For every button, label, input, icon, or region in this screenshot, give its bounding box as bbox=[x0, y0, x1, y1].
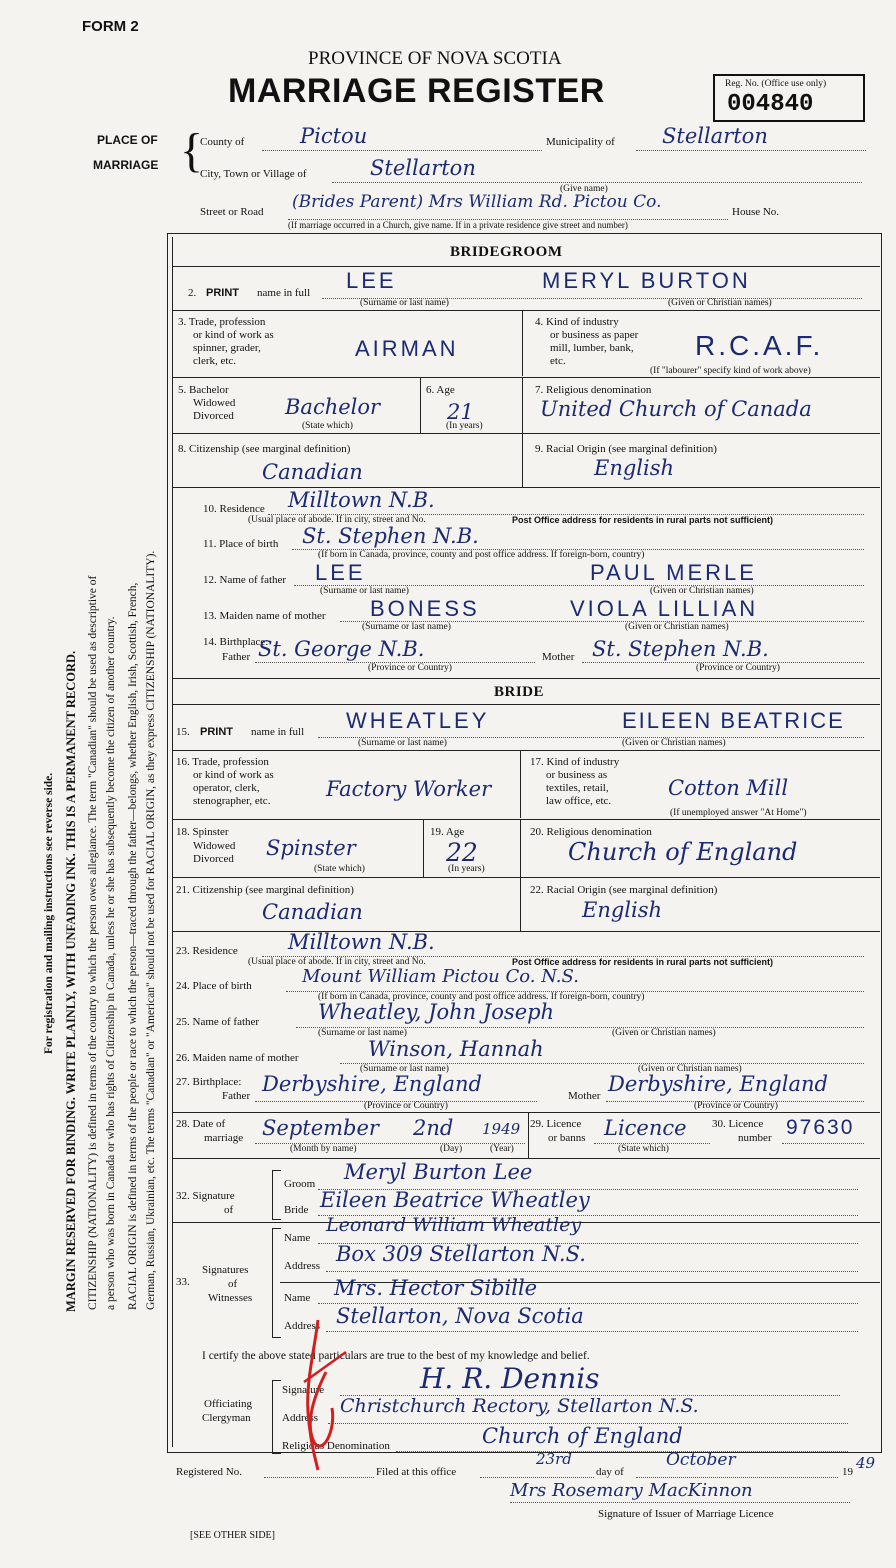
groom-trade: AIRMAN bbox=[355, 336, 459, 361]
issuer-label: Signature of Issuer of Marriage Licence bbox=[598, 1508, 774, 1520]
groom-l14b: Father bbox=[222, 651, 251, 663]
bride-l18-3: Divorced bbox=[193, 853, 234, 865]
l33b: of bbox=[228, 1278, 238, 1290]
bride-header: BRIDE bbox=[494, 684, 545, 700]
groom-l8: 8. Citizenship (see marginal definition) bbox=[178, 443, 351, 455]
place-label-1: PLACE OF bbox=[97, 133, 158, 147]
margin-line-5: RACIAL ORIGIN is defined in terms of the people or race to which the person—traced through the father—belongs, whether English, Irish, Scottish, French, bbox=[127, 582, 139, 1310]
filed-month: October bbox=[666, 1450, 736, 1470]
sig-bracket-clergy bbox=[272, 1380, 281, 1454]
bride-father-s-caption: (Surname or last name) bbox=[318, 1028, 407, 1038]
bride-mother-prov-caption: (Province or Country) bbox=[694, 1101, 778, 1111]
bride-father-birth: Derbyshire, England bbox=[262, 1072, 482, 1096]
groom-father-surname: LEE bbox=[315, 560, 366, 585]
groom-father-s-caption: (Surname or last name) bbox=[320, 586, 409, 596]
bride-l27a: 27. Birthplace: bbox=[176, 1076, 242, 1088]
house-no-label: House No. bbox=[732, 206, 780, 218]
l28b: marriage bbox=[204, 1132, 244, 1144]
groom-mother-surname: BONESS bbox=[370, 596, 480, 621]
groom-l7: 7. Religious denomination bbox=[535, 384, 652, 396]
labourer-caption: (If "labourer" specify kind of work above) bbox=[650, 366, 811, 376]
bride-res-note-b: Post Office address for residents in rural parts not sufficient) bbox=[512, 957, 774, 967]
groom-age: 21 bbox=[447, 400, 474, 424]
bride-age: 22 bbox=[446, 838, 478, 867]
marriage-month: September bbox=[262, 1116, 379, 1140]
groom-given: MERYL BURTON bbox=[542, 268, 751, 293]
groom-l2-num: 2. bbox=[188, 287, 197, 299]
bride-l16-1: 16. Trade, profession bbox=[176, 756, 269, 768]
groom-l5-1: 5. Bachelor bbox=[178, 384, 229, 396]
place-brace: { bbox=[180, 124, 204, 177]
bride-l16-3: operator, clerk, bbox=[193, 782, 260, 794]
groom-sig-label: Groom bbox=[284, 1178, 316, 1190]
groom-l4-2: or business as paper bbox=[550, 329, 639, 341]
bride-mother-s-caption: (Surname or last name) bbox=[360, 1064, 449, 1074]
groom-signature: Meryl Burton Lee bbox=[344, 1160, 533, 1184]
clergy-address: Christchurch Rectory, Stellarton N.S. bbox=[340, 1395, 699, 1417]
groom-l4-4: etc. bbox=[550, 355, 566, 367]
filed-year-prefix: 19 bbox=[842, 1466, 853, 1478]
street-value: (Brides Parent) Mrs William Rd. Pictou Co. bbox=[292, 192, 662, 212]
give-name-caption: (Give name) bbox=[560, 184, 608, 194]
bride-given: EILEEN BEATRICE bbox=[622, 708, 845, 733]
w2-addr-label: Address bbox=[284, 1320, 321, 1332]
groom-l5-3: Divorced bbox=[193, 410, 234, 422]
municipality-value: Stellarton bbox=[662, 124, 768, 148]
w2-name-label: Name bbox=[284, 1292, 311, 1304]
groom-l13: 13. Maiden name of mother bbox=[203, 610, 326, 622]
groom-father-given: PAUL MERLE bbox=[590, 560, 757, 585]
groom-status: Bachelor bbox=[285, 395, 381, 419]
w1-name-label: Name bbox=[284, 1232, 311, 1244]
clergy-sig-label: Signature bbox=[282, 1384, 325, 1396]
bride-res-note-a: (Usual place of abode. If in city, street and No. bbox=[248, 957, 426, 967]
groom-l2-label: name in full bbox=[257, 287, 311, 299]
bride-l16-4: stenographer, etc. bbox=[193, 795, 271, 807]
groom-age-caption: (In years) bbox=[446, 421, 483, 431]
bride-status: Spinster bbox=[266, 836, 356, 860]
margin-line-4: a person who was born in Canada or who has rights of Citizenship in Canada, unless he or she has subsequently become the citizen of another country. bbox=[105, 616, 117, 1310]
bride-birth-note: (If born in Canada, province, county and post office address. If foreign-born, country) bbox=[318, 992, 645, 1002]
street-note: (If marriage occurred in a Church, give name. If in a private residence give street and number) bbox=[288, 220, 628, 230]
filed-day: 23rd bbox=[536, 1450, 572, 1468]
margin-line-2: MARGIN RESERVED FOR BINDING. WRITE PLAINLY, WITH UNFADING INK. THIS IS A PERMANENT RECORD. bbox=[64, 650, 78, 1312]
groom-res-note-b: Post Office address for residents in rural parts not sufficient) bbox=[512, 515, 774, 525]
groom-l3-2: or kind of work as bbox=[193, 329, 274, 341]
groom-industry: R.C.A.F. bbox=[695, 330, 824, 361]
clergy-addr-label: Address bbox=[282, 1412, 319, 1424]
groom-l2-print: PRINT bbox=[206, 287, 239, 299]
w1-addr-label: Address bbox=[284, 1260, 321, 1272]
groom-l3-1: 3. Trade, profession bbox=[178, 316, 266, 328]
groom-l5-2: Widowed bbox=[193, 397, 236, 409]
sig-bracket-33 bbox=[272, 1228, 281, 1338]
w2-name: Mrs. Hector Sibille bbox=[334, 1276, 538, 1300]
bride-l15-label: name in full bbox=[251, 726, 305, 738]
filed-label: Filed at this office bbox=[376, 1466, 457, 1478]
groom-father-birth: St. George N.B. bbox=[258, 637, 425, 661]
groom-father-prov-caption: (Province or Country) bbox=[368, 663, 452, 673]
page-title: MARRIAGE REGISTER bbox=[228, 72, 605, 110]
bride-l25: 25. Name of father bbox=[176, 1016, 260, 1028]
sig-bracket-32 bbox=[272, 1170, 281, 1220]
bride-l16-2: or kind of work as bbox=[193, 769, 274, 781]
w1-name: Leonard William Wheatley bbox=[326, 1214, 582, 1236]
groom-mother-g-caption: (Given or Christian names) bbox=[625, 622, 729, 632]
street-label: Street or Road bbox=[200, 206, 264, 218]
margin-line-1: For registration and mailing instructions see reverse side. bbox=[43, 772, 55, 1054]
groom-birth-note: (If born in Canada, province, county and post office address. If foreign-born, country) bbox=[318, 550, 645, 560]
bride-birthplace: Mount William Pictou Co. N.S. bbox=[302, 966, 579, 987]
bride-racial: English bbox=[582, 898, 663, 922]
city-value: Stellarton bbox=[370, 156, 476, 180]
bride-l20: 20. Religious denomination bbox=[530, 826, 652, 838]
bride-sig-label: Bride bbox=[284, 1204, 309, 1216]
groom-racial: English bbox=[594, 456, 675, 480]
groom-mother-s-caption: (Surname or last name) bbox=[362, 622, 451, 632]
licence-number: 97630 bbox=[786, 1116, 855, 1139]
month-caption: (Month by name) bbox=[290, 1144, 357, 1154]
bride-industry: Cotton Mill bbox=[668, 776, 789, 800]
l29b: or banns bbox=[548, 1132, 586, 1144]
clergy-denomination: Church of England bbox=[482, 1424, 683, 1448]
l33-num: 33. bbox=[176, 1276, 190, 1288]
bride-l17-1: 17. Kind of industry bbox=[530, 756, 620, 768]
bride-l15-print: PRINT bbox=[200, 726, 233, 738]
groom-l6: 6. Age bbox=[426, 384, 455, 396]
marriage-day: 2nd bbox=[413, 1116, 454, 1140]
bride-residence: Milltown N.B. bbox=[288, 930, 435, 954]
margin-line-3: CITIZENSHIP (NATIONALITY) is defined in terms of the country to which the person owes allegiance. The term "Canadian" should be used as descriptive of bbox=[87, 575, 99, 1310]
groom-surname-caption: (Surname or last name) bbox=[360, 298, 449, 308]
bride-l17-3: textiles, retail, bbox=[546, 782, 609, 794]
bride-trade: Factory Worker bbox=[326, 777, 492, 801]
groom-birthplace: St. Stephen N.B. bbox=[302, 524, 479, 548]
issuer-signature: Mrs Rosemary MacKinnon bbox=[510, 1480, 753, 1501]
bride-age-caption: (In years) bbox=[448, 864, 485, 874]
form-number: FORM 2 bbox=[82, 18, 139, 35]
bride-mother: Winson, Hannah bbox=[368, 1037, 544, 1061]
day-of-label: day of bbox=[596, 1466, 624, 1478]
reg-no-box bbox=[713, 74, 865, 122]
year-caption: (Year) bbox=[490, 1144, 514, 1154]
bride-father: Wheatley, John Joseph bbox=[318, 1000, 555, 1024]
county-label: County of bbox=[200, 136, 245, 148]
margin-line-6: German, Russian, Ukrainian, etc. The terms "Canadian" or "American" should not be used for RACIAL ORIGIN, as they express CITIZENSHIP (NATIONALITY). bbox=[145, 550, 157, 1310]
groom-l3-4: clerk, etc. bbox=[193, 355, 237, 367]
bride-given-caption: (Given or Christian names) bbox=[622, 738, 726, 748]
filed-year: 49 bbox=[856, 1454, 876, 1472]
bride-l18-2: Widowed bbox=[193, 840, 236, 852]
groom-l3-3: spinner, grader, bbox=[193, 342, 261, 354]
groom-l9: 9. Racial Origin (see marginal definition) bbox=[535, 443, 717, 455]
reg-no-value: 004840 bbox=[727, 91, 814, 118]
bride-father-prov-caption: (Province or Country) bbox=[364, 1101, 448, 1111]
bride-surname: WHEATLEY bbox=[346, 708, 490, 733]
groom-given-caption: (Given or Christian names) bbox=[668, 298, 772, 308]
certify-text: I certify the above stated particulars are true to the best of my knowledge and belief. bbox=[202, 1350, 590, 1362]
red-check-mark bbox=[296, 1312, 356, 1472]
l32a: 32. Signature bbox=[176, 1190, 235, 1202]
county-value: Pictou bbox=[300, 124, 368, 148]
place-label-2: MARRIAGE bbox=[93, 158, 159, 172]
groom-residence: Milltown N.B. bbox=[288, 488, 435, 512]
l30b: number bbox=[738, 1132, 772, 1144]
reg-no-label: Reg. No. (Office use only) bbox=[725, 79, 827, 89]
bride-l17-4: law office, etc. bbox=[546, 795, 612, 807]
clergy-label-1: Officiating bbox=[204, 1398, 253, 1410]
groom-religion: United Church of Canada bbox=[540, 397, 812, 421]
clergy-rel-label: Religious Denomination bbox=[282, 1440, 390, 1452]
groom-surname: LEE bbox=[346, 268, 397, 293]
unemployed-caption: (If unemployed answer "At Home") bbox=[670, 808, 807, 818]
registered-label: Registered No. bbox=[176, 1466, 242, 1478]
l29a: 29. Licence bbox=[530, 1118, 582, 1130]
groom-l4-3: mill, lumber, bank, bbox=[550, 342, 634, 354]
l30a: 30. Licence bbox=[712, 1118, 764, 1130]
groom-res-note-a: (Usual place of abode. If in city, street and No. bbox=[248, 515, 426, 525]
w1-address: Box 309 Stellarton N.S. bbox=[336, 1242, 586, 1266]
groom-mother-birth: St. Stephen N.B. bbox=[592, 637, 769, 661]
bride-l27b: Father bbox=[222, 1090, 251, 1102]
bride-l17-2: or business as bbox=[546, 769, 608, 781]
province-heading: PROVINCE OF NOVA SCOTIA bbox=[308, 48, 562, 69]
groom-l4-1: 4. Kind of industry bbox=[535, 316, 619, 328]
l32b: of bbox=[224, 1204, 234, 1216]
groom-mother-prov-caption: (Province or Country) bbox=[696, 663, 780, 673]
municipality-label: Municipality of bbox=[546, 136, 615, 148]
bride-father-g-caption: (Given or Christian names) bbox=[612, 1028, 716, 1038]
see-other-side: [SEE OTHER SIDE] bbox=[190, 1530, 275, 1541]
groom-status-caption: (State which) bbox=[302, 421, 353, 431]
groom-citizenship: Canadian bbox=[262, 460, 363, 484]
l28a: 28. Date of bbox=[176, 1118, 226, 1130]
bride-religion: Church of England bbox=[568, 838, 798, 866]
bride-mother-label: Mother bbox=[568, 1090, 601, 1102]
w2-address: Stellarton, Nova Scotia bbox=[336, 1304, 584, 1328]
groom-l11: 11. Place of birth bbox=[203, 538, 279, 550]
marriage-year: 1949 bbox=[482, 1120, 521, 1138]
bridegroom-header: BRIDEGROOM bbox=[450, 244, 563, 260]
day-caption: (Day) bbox=[440, 1144, 463, 1154]
clergy-signature: H. R. Dennis bbox=[420, 1362, 600, 1395]
bride-l21: 21. Citizenship (see marginal definition) bbox=[176, 884, 354, 896]
bride-mother-g-caption: (Given or Christian names) bbox=[638, 1064, 742, 1074]
groom-l10: 10. Residence bbox=[203, 503, 265, 515]
bride-l26: 26. Maiden name of mother bbox=[176, 1052, 299, 1064]
groom-father-g-caption: (Given or Christian names) bbox=[650, 586, 754, 596]
bride-l18-1: 18. Spinster bbox=[176, 826, 229, 838]
bride-signature: Eileen Beatrice Wheatley bbox=[320, 1188, 590, 1212]
l33c: Witnesses bbox=[208, 1292, 253, 1304]
groom-mother-given: VIOLA LILLIAN bbox=[570, 596, 759, 621]
licence-type: Licence bbox=[604, 1116, 687, 1140]
clergy-label-2: Clergyman bbox=[202, 1412, 251, 1424]
groom-mother-label: Mother bbox=[542, 651, 575, 663]
bride-l19: 19. Age bbox=[430, 826, 465, 838]
bride-surname-caption: (Surname or last name) bbox=[358, 738, 447, 748]
city-label: City, Town or Village of bbox=[200, 168, 307, 180]
groom-l12: 12. Name of father bbox=[203, 574, 287, 586]
licence-type-caption: (State which) bbox=[618, 1144, 669, 1154]
bride-l23: 23. Residence bbox=[176, 945, 238, 957]
groom-l14a: 14. Birthplace: bbox=[203, 636, 269, 648]
bride-citizenship: Canadian bbox=[262, 900, 363, 924]
l33a: Signatures bbox=[202, 1264, 249, 1276]
bride-mother-birth: Derbyshire, England bbox=[608, 1072, 828, 1096]
bride-l24: 24. Place of birth bbox=[176, 980, 252, 992]
bride-l15-num: 15. bbox=[176, 726, 190, 738]
bride-l22: 22. Racial Origin (see marginal definition) bbox=[530, 884, 718, 896]
bride-status-caption: (State which) bbox=[314, 864, 365, 874]
